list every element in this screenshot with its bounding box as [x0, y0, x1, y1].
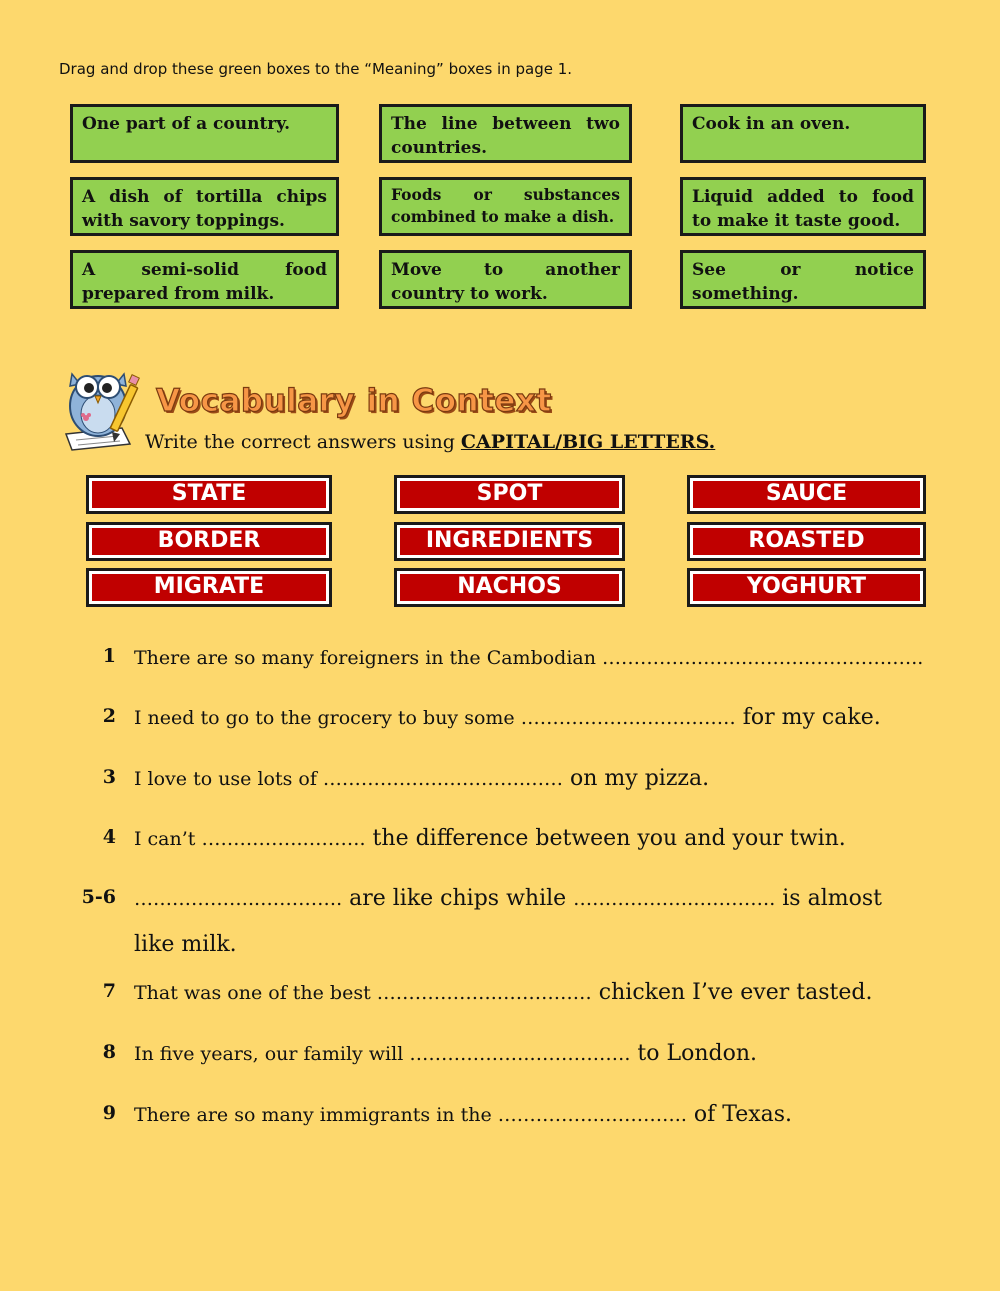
meaning-box[interactable]: The line between two countries. [379, 104, 632, 163]
answer-blank[interactable]: …………….…….……….………….….. [602, 647, 924, 669]
question-number: 7 [102, 980, 116, 1002]
answer-blank[interactable]: …………….………….. [497, 1104, 687, 1126]
question-number: 9 [102, 1102, 116, 1124]
word-box: MIGRATE [86, 568, 332, 607]
question-text: I can’t …………….………. the difference between you and your twin. [134, 826, 846, 851]
subtitle-text: Write the correct answers using [145, 431, 461, 453]
question-number: 3 [102, 766, 116, 788]
word-box: SPOT [394, 475, 625, 514]
meaning-box[interactable]: A semi-solid food prepared from milk. [70, 250, 339, 309]
word-box: STATE [86, 475, 332, 514]
answer-blank[interactable]: ……………….…………. [573, 888, 776, 910]
meaning-box[interactable]: Liquid added to food to make it taste good. [680, 177, 926, 236]
question-text: I need to go to the grocery to buy some ……………….…………… for my cake. [134, 705, 881, 730]
question-text: ………………..…………. are like chips while ……………….…………. is almost [134, 886, 882, 911]
question-text: I love to use lots of ……………….………….…… on my pizza. [134, 766, 710, 791]
question-text: That was one of the best ……………….…………… chicken I’ve ever tasted. [134, 980, 873, 1005]
meaning-box[interactable]: A dish of tortilla chips with savory toppings. [70, 177, 339, 236]
owl-mascot-icon [64, 354, 146, 454]
subtitle [145, 431, 715, 453]
question-number: 8 [102, 1041, 116, 1063]
question-number: 4 [102, 826, 116, 848]
answer-blank[interactable]: ……………….………….…… [322, 768, 564, 790]
section-title: Vocabulary in Context [156, 383, 552, 419]
question-text: There are so many foreigners in the Cambodian …………….…….……….………….….. [134, 647, 924, 669]
question-text: There are so many immigrants in the …………….………….. of Texas. [134, 1102, 793, 1127]
instruction-text: Drag and drop these green boxes to the “Meaning” boxes in page 1. [59, 60, 573, 78]
question-text-continued: like milk. [134, 932, 237, 957]
meaning-box[interactable]: See or notice something. [680, 250, 926, 309]
answer-blank[interactable]: ……………….……………. [409, 1043, 631, 1065]
meaning-box[interactable]: Foods or substances combined to make a dish. [379, 177, 632, 236]
question-number: 1 [102, 645, 116, 667]
answer-blank[interactable]: ………………..…………. [134, 888, 343, 910]
question-number: 5-6 [81, 886, 116, 908]
meaning-box[interactable]: One part of a country. [70, 104, 339, 163]
meaning-box[interactable]: Cook in an oven. [680, 104, 926, 163]
word-box: NACHOS [394, 568, 625, 607]
meaning-box[interactable]: Move to another country to work. [379, 250, 632, 309]
word-box: ROASTED [687, 522, 926, 561]
question-text: In five years, our family will ……………….……………. to London. [134, 1041, 758, 1066]
answer-blank[interactable]: ……………….…………… [376, 982, 592, 1004]
word-box: YOGHURT [687, 568, 926, 607]
subtitle-caps: CAPITAL/BIG LETTERS. [460, 431, 716, 453]
answer-blank[interactable]: …………….………. [201, 828, 366, 850]
word-box: INGREDIENTS [394, 522, 625, 561]
answer-blank[interactable]: ……………….…………… [520, 707, 736, 729]
word-box: SAUCE [687, 475, 926, 514]
question-number: 2 [102, 705, 116, 727]
word-box: BORDER [86, 522, 332, 561]
